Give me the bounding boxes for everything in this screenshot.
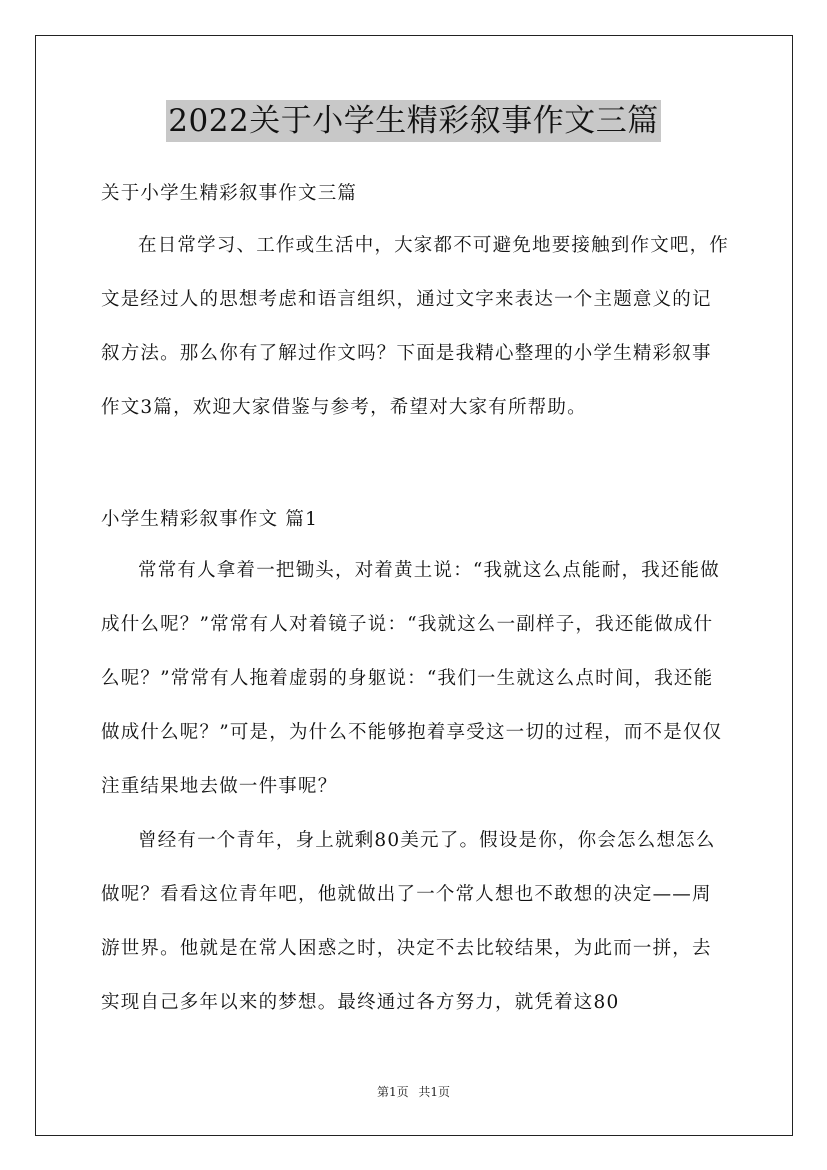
- page-total: 共1页: [418, 1085, 451, 1099]
- section-heading: 小学生精彩叙事作文 篇1: [101, 509, 319, 530]
- page-number: 第1页: [376, 1085, 409, 1099]
- essay-body: [101, 544, 731, 1030]
- document-subtitle: 关于小学生精彩叙事作文三篇: [101, 183, 358, 204]
- body-paragraph: 常常有人拿着一把锄头，对着黄土说：“我就这么点能耐，我还能做成什么呢？”常常有人对着镜子说：“我就这么一副样子，我还能做成什么呢？”常常有人拖着虚弱的身躯说：“我们一生就这么点时间，我还能做成什么呢？”可是，为什么不能够抱着享受这一切的过程，而不是仅仅注重结果地去做一件事呢？: [101, 560, 723, 797]
- intro-section: [101, 219, 731, 435]
- page-footer: [0, 1083, 827, 1100]
- document-title: 2022关于小学生精彩叙事作文三篇: [166, 100, 660, 142]
- title-container: [0, 100, 827, 142]
- intro-paragraph: 在日常学习、工作或生活中，大家都不可避免地要接触到作文吧，作文是经过人的思想考虑和语言组织，通过文字来表达一个主题意义的记叙方法。那么你有了解过作文吗？下面是我精心整理的小学生精彩叙事作文3篇，欢迎大家借鉴与参考，希望对大家有所帮助。: [101, 235, 730, 418]
- body-paragraph: 曾经有一个青年，身上就剩80美元了。假设是你，你会怎么想怎么做呢？看看这位青年吧，他就做出了一个常人想也不敢想的决定——周游世界。他就是在常人困惑之时，决定不去比较结果，为此而一拼，去实现自己多年以来的梦想。最终通过各方努力，就凭着这80: [101, 830, 716, 1013]
